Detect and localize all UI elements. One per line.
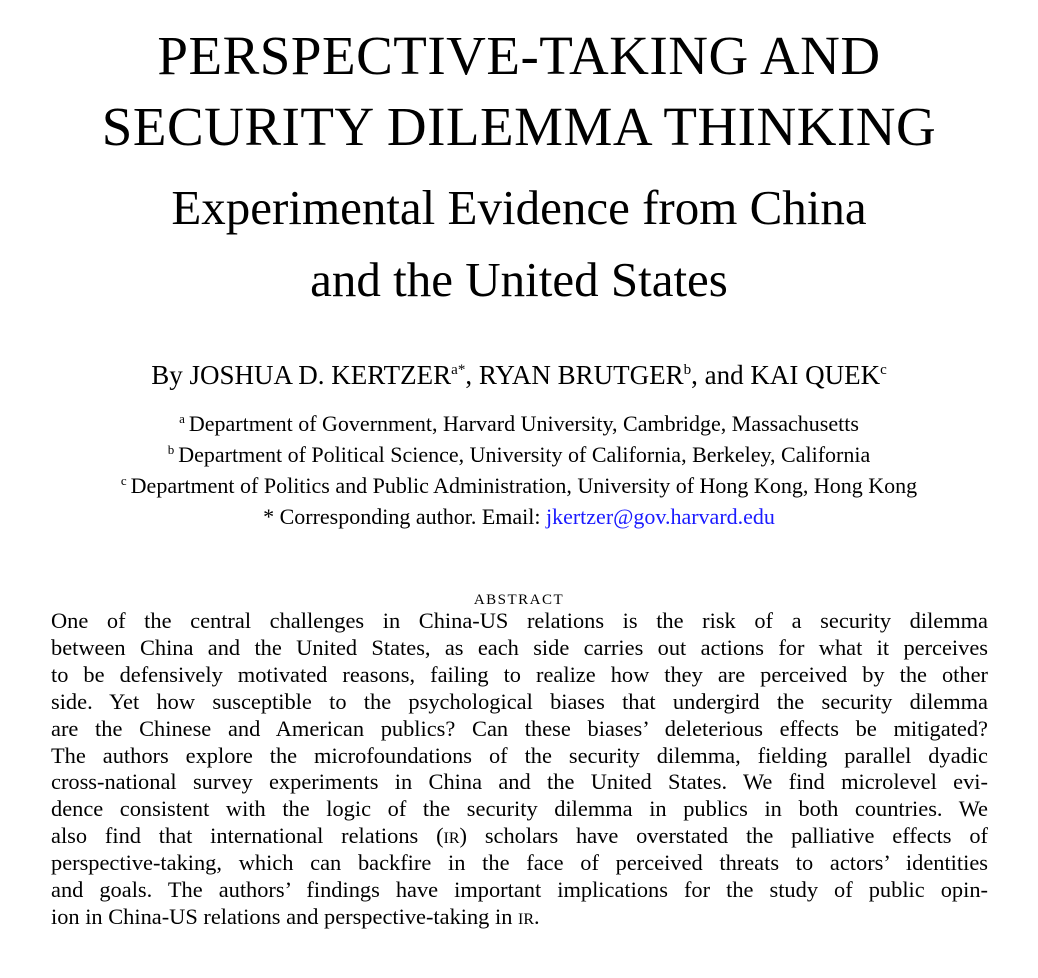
affiliation-text: Department of Politics and Public Administration, University of Hong Kong, Hong Kong xyxy=(130,473,918,498)
affiliation-line xyxy=(0,470,1038,501)
author-affiliation-mark: a* xyxy=(451,362,466,378)
author-name: KAI QUEK xyxy=(750,360,881,390)
affiliation-line xyxy=(0,408,1038,439)
affiliation-mark: a xyxy=(179,411,185,426)
abstract-line: also find that international relations (ir) scholars have overstated the palliative effects of xyxy=(51,823,988,849)
abstract-line: and goals. The authors’ findings have important implications for the study of public opin- xyxy=(51,877,988,903)
paper-title xyxy=(0,20,1038,162)
correspondence-label: * Corresponding author. Email: xyxy=(263,504,546,529)
abstract-line: to be defensively motivated reasons, failing to realize how they are perceived by the other xyxy=(51,661,988,687)
affiliations xyxy=(0,408,1038,532)
abstract-heading: abstract xyxy=(473,585,565,609)
affiliation-text: Department of Government, Harvard University, Cambridge, Massachusetts xyxy=(188,411,859,436)
abstract-line: between China and the United States, as each side carries out actions for what it perceives xyxy=(51,634,988,660)
title-line-1: PERSPECTIVE-TAKING AND xyxy=(157,25,881,86)
email-link[interactable]: jkertzer@gov.harvard.edu xyxy=(545,504,775,529)
byline-separator: , and xyxy=(691,360,751,390)
abstract-line: are the Chinese and American publics? Can these biases’ deleterious effects be mitigated? xyxy=(51,715,988,741)
affiliation-text: Department of Political Science, University of California, Berkeley, California xyxy=(178,442,871,467)
abstract-line: perspective-taking, which can backfire in the face of perceived threats to actors’ identities xyxy=(51,850,988,876)
byline-prefix: By xyxy=(151,360,190,390)
author-affiliation-mark: b xyxy=(683,362,692,378)
abstract-line: cross-national survey experiments in China and the United States. We find microlevel evi- xyxy=(51,769,988,795)
affiliation-mark: b xyxy=(167,442,175,457)
author-byline xyxy=(0,355,1038,395)
abstract-line: ion in China-US relations and perspective-taking in ir. xyxy=(51,903,540,929)
paper-subtitle xyxy=(0,172,1038,316)
subtitle-line-1: Experimental Evidence from China xyxy=(171,180,867,235)
title-line-2: SECURITY DILEMMA THINKING xyxy=(101,96,937,157)
abstract-text xyxy=(51,608,988,931)
author-name: RYAN BRUTGER xyxy=(478,360,684,390)
subtitle-line-2: and the United States xyxy=(310,252,728,307)
abstract-line: One of the central challenges in China-US relations is the risk of a security dilemma xyxy=(51,608,988,633)
abstract-line: The authors explore the microfoundations of the security dilemma, fielding parallel dyadic xyxy=(51,742,988,768)
abstract-line: side. Yet how susceptible to the psychological biases that undergird the security dilemma xyxy=(51,688,988,714)
author-affiliation-mark: c xyxy=(880,362,887,378)
byline-separator: , xyxy=(465,360,479,390)
correspondence-line xyxy=(0,501,1038,532)
author-name: JOSHUA D. KERTZER xyxy=(189,360,452,390)
affiliation-mark: c xyxy=(120,473,127,488)
abstract-line: dence consistent with the logic of the security dilemma in publics in both countries. We xyxy=(51,796,988,822)
affiliation-line xyxy=(0,439,1038,470)
